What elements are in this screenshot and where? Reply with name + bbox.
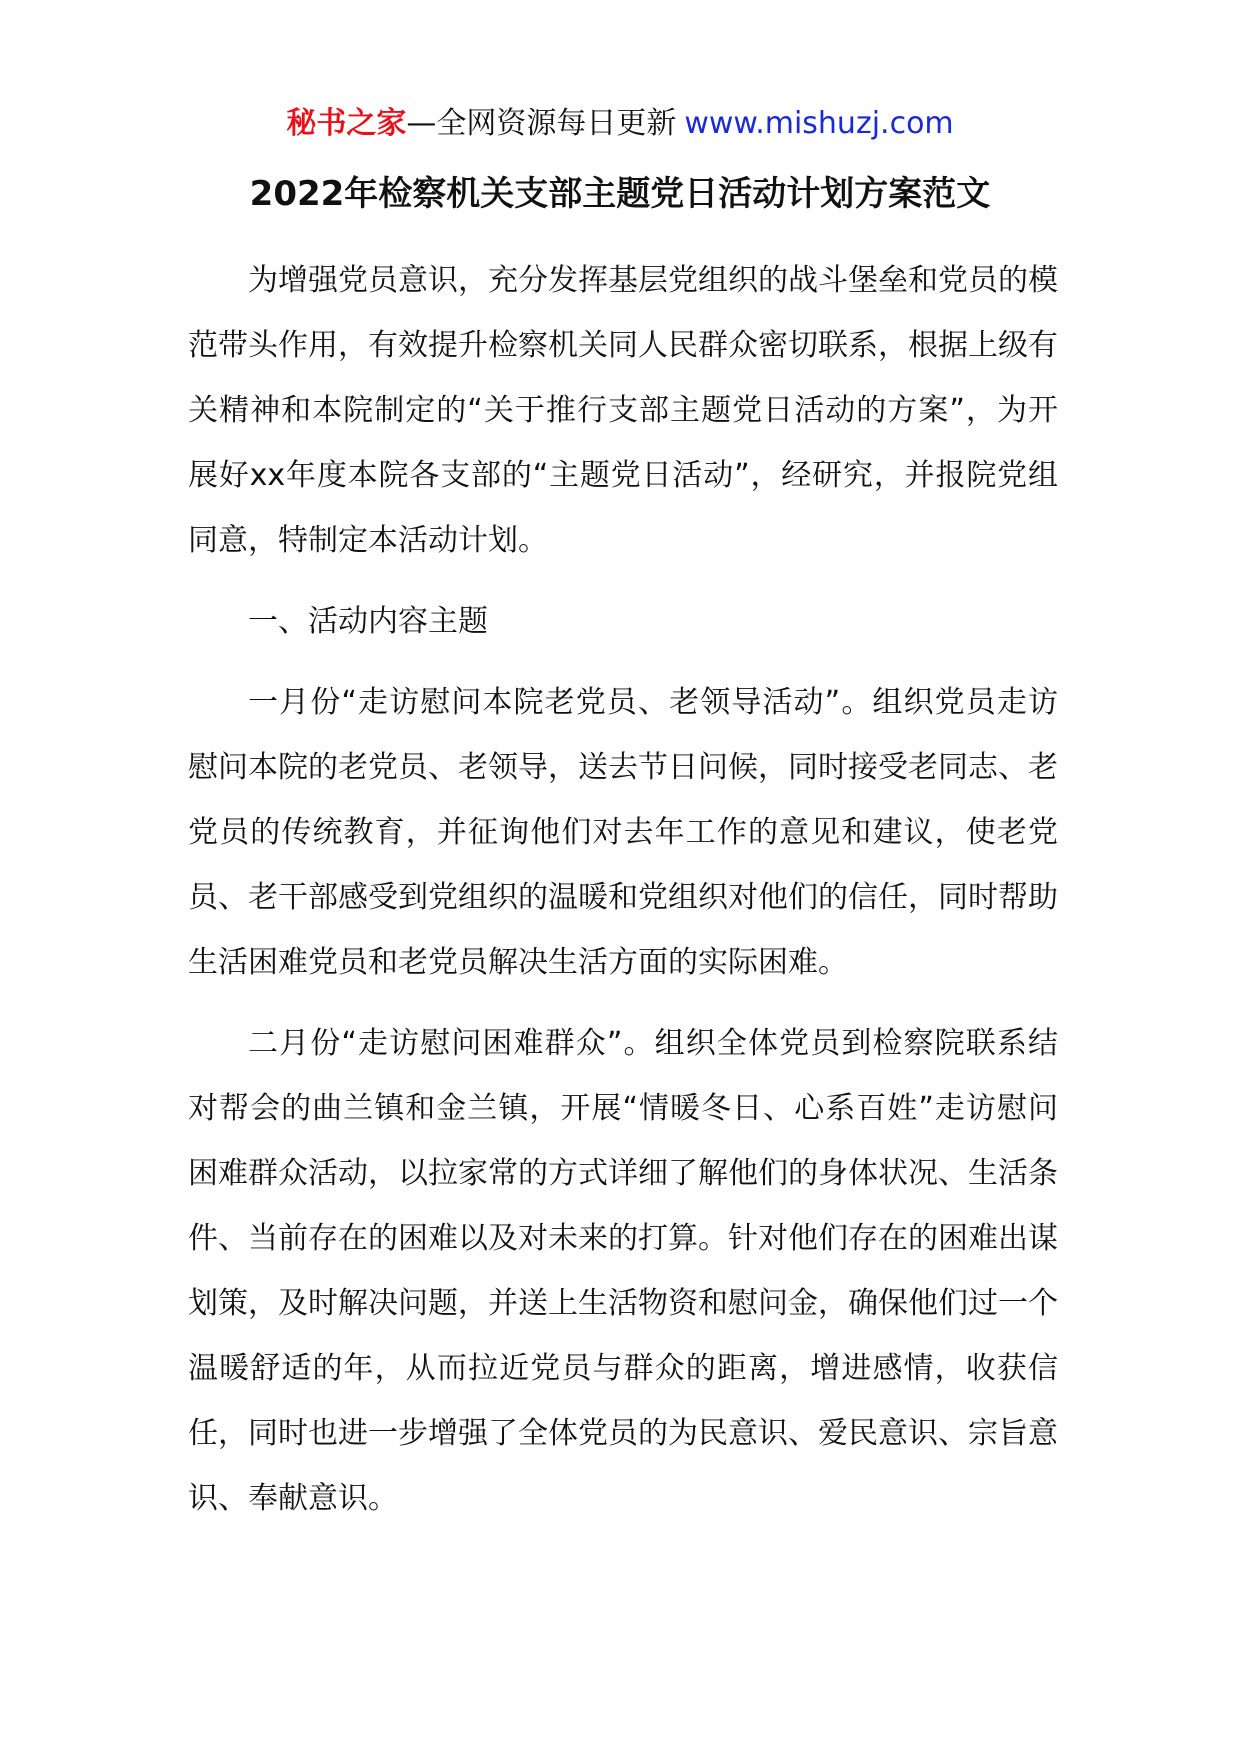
february-paragraph: 二月份“走访慰问困难群众”。组织全体党员到检察院联系结对帮会的曲兰镇和金兰镇，开展“情暖冬日、心系百姓”走访慰问困难群众活动，以拉家常的方式详细了解他们的身体状况、生活条件、当前存在的困难以及对未来的打算。针对他们存在的困难出谋划策，及时解决问题，并送上生活物资和慰问金，确保他们过一个温暖舒适的年，从而拉近党员与群众的距离，增进感情，收获信任，同时也进一步增强了全体党员的为民意识、爱民意识、宗旨意识、奉献意识。 xyxy=(188,1026,1058,1516)
header-url-link[interactable]: www.mishuzj.com xyxy=(684,106,954,141)
intro-paragraph: 为增强党员意识，充分发挥基层党组织的战斗堡垒和党员的模范带头作用，有效提升检察机关同人民群众密切联系，根据上级有关精神和本院制定的“关于推行支部主题党日活动的方案”，为开展好xx年度本院各支部的“主题党日活动”，经研究，并报院党组同意，特制定本活动计划。 xyxy=(188,263,1058,558)
january-paragraph: 一月份“走访慰问本院老党员、老领导活动”。组织党员走访慰问本院的老党员、老领导，送去节日问候，同时接受老同志、老党员的传统教育，并征询他们对去年工作的意见和建议，使老党员、老干部感受到党组织的温暖和党组织对他们的信任，同时帮助生活困难党员和老党员解决生活方面的实际困难。 xyxy=(188,685,1058,980)
site-header xyxy=(0,100,1240,148)
document-title: 2022年检察机关支部主题党日活动计划方案范文 xyxy=(249,174,991,214)
header-tagline: —全网资源每日更新 xyxy=(406,106,677,141)
section-heading: 一、活动内容主题 xyxy=(248,604,488,639)
document-body xyxy=(188,248,1058,1531)
brand-name: 秘书之家 xyxy=(286,106,407,141)
